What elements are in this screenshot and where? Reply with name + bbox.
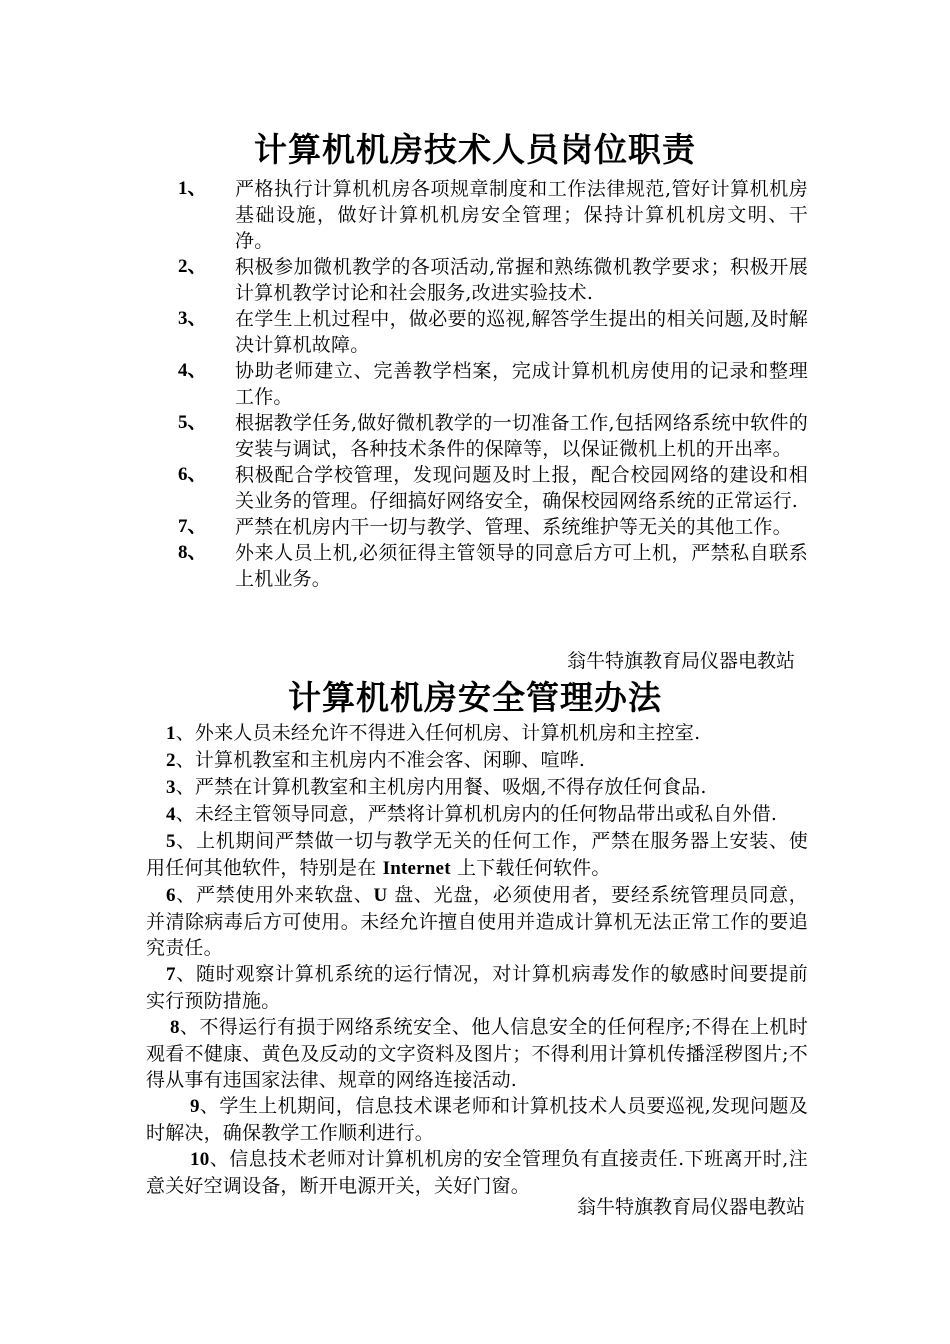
list-item-text: 严禁在机房内干一切与教学、管理、系统维护等无关的其他工作。 xyxy=(235,516,792,538)
list-item-number: 8 xyxy=(170,1017,180,1038)
list-item xyxy=(178,306,808,358)
list-item-text: 外来人员上机,必须征得主管领导的同意后方可上机，严禁私自联系上机业务。 xyxy=(235,542,808,590)
list-item-text xyxy=(146,830,808,879)
list-item-number: 5、 xyxy=(178,412,207,433)
list-item-number: 6、 xyxy=(178,464,207,485)
list-item-number: 1 xyxy=(166,723,176,744)
list-item-text: 、未经主管领导同意，严禁将计算机机房内的任何物品带出或私自外借. xyxy=(175,803,778,825)
text-segment: 盘、光盘，必须使用者，要经系统管理员同意，并清除病毒后方可使用。未经允许擅自使用并造成计算机无法正常工作的要追究责任。 xyxy=(146,884,808,959)
text-segment-bold: Internet xyxy=(382,858,451,879)
list-item-text: 协助老师建立、完善教学档案，完成计算机机房使用的记录和整理工作。 xyxy=(235,360,808,408)
list-item xyxy=(146,801,808,828)
text-segment: 、上机期间严禁做一切与教学无关的任何工作，严禁在服务器上安装、使用任何其他软件，特别是在 xyxy=(146,830,808,879)
list-item-text: 、学生上机期间，信息技术课老师和计算机技术人员要巡视,发现问题及时解决，确保教学工作顺利进行。 xyxy=(146,1095,808,1144)
list-item xyxy=(146,882,808,961)
page-title-security: 计算机机房安全管理办法 xyxy=(288,678,662,717)
list-item-number: 6 xyxy=(166,885,176,906)
list-item-number: 1、 xyxy=(178,178,207,199)
list-item-text: 、严禁在计算机教室和主机房内用餐、吸烟,不得存放任何食品. xyxy=(175,776,707,798)
list-item-number: 5 xyxy=(166,831,176,852)
list-item-number: 7 xyxy=(166,964,176,985)
list-item-text: 、不得运行有损于网络系统安全、他人信息安全的任何程序;不得在上机时观看不健康、黄色及反动的文字资料及图片；不得利用计算机传播淫秽图片;不得从事有违国家法律、规章的网络连接活动. xyxy=(146,1016,808,1091)
list-item-number: 10 xyxy=(190,1149,210,1170)
list-item-text: 积极配合学校管理，发现问题及时上报，配合校园网络的建设和相关业务的管理。仔细搞好网络安全，确保校园网络系统的正常运行. xyxy=(235,464,808,512)
list-item-text: 、计算机教室和主机房内不准会客、闲聊、喧哗. xyxy=(175,749,586,771)
list-item xyxy=(178,462,808,514)
list-item xyxy=(178,410,808,462)
list-item-number: 4、 xyxy=(178,360,207,381)
list-item-text xyxy=(146,884,808,959)
duties-list xyxy=(178,176,808,592)
list-item xyxy=(146,1014,808,1093)
list-item-number: 9 xyxy=(190,1096,200,1117)
text-segment-bold: U xyxy=(373,885,388,906)
list-item-text: 在学生上机过程中，做必要的巡视,解答学生提出的相关问题,及时解决计算机故障。 xyxy=(235,308,808,356)
list-item xyxy=(178,254,808,306)
list-item xyxy=(146,1093,808,1146)
signature-duties: 翁牛特旗教育局仪器电教站 xyxy=(566,650,795,672)
list-item-number: 4 xyxy=(166,804,176,825)
list-item-text: 根据教学任务,做好微机教学的一切准备工作,包括网络系统中软件的安装与调试，各种技术条件的保障等，以保证微机上机的开出率。 xyxy=(235,412,808,460)
list-item xyxy=(178,176,808,254)
list-item-number: 2 xyxy=(166,750,176,771)
signature-security: 翁牛特旗教育局仪器电教站 xyxy=(576,1196,805,1218)
list-item xyxy=(146,720,808,747)
list-item xyxy=(146,828,808,882)
list-item-number: 2、 xyxy=(178,256,207,277)
list-item-number: 3 xyxy=(166,777,176,798)
list-item-text: 、随时观察计算机系统的运行情况，对计算机病毒发作的敏感时间要提前实行预防措施。 xyxy=(146,963,808,1012)
list-item-number: 3、 xyxy=(178,308,207,329)
list-item xyxy=(178,514,808,540)
list-item xyxy=(146,774,808,801)
list-item-text: 、外来人员未经允许不得进入任何机房、计算机机房和主控室. xyxy=(175,722,701,744)
page-title-duties: 计算机机房技术人员岗位职责 xyxy=(254,130,696,169)
list-item-text: 积极参加微机教学的各项活动,常握和熟练微机教学要求；积极开展计算机教学讨论和社会服务,改进实验技术. xyxy=(235,256,808,304)
text-segment: 、严禁使用外来软盘、 xyxy=(175,884,374,906)
list-item xyxy=(146,961,808,1014)
list-item xyxy=(146,747,808,774)
list-item-text: 、信息技术老师对计算机机房的安全管理负有直接责任.下班离开时,注意关好空调设备，断开电源开关，关好门窗。 xyxy=(146,1148,808,1197)
text-segment: 上下载任何软件。 xyxy=(450,857,611,879)
list-item xyxy=(178,540,808,592)
list-item xyxy=(178,358,808,410)
list-item xyxy=(146,1146,808,1199)
rules-list xyxy=(146,720,808,1199)
list-item-text: 严格执行计算机机房各项规章制度和工作法律规范,管好计算机机房基础设施，做好计算机机房安全管理；保持计算机机房文明、干净。 xyxy=(235,178,808,252)
list-item-number: 8、 xyxy=(178,542,207,563)
list-item-number: 7、 xyxy=(178,516,207,537)
